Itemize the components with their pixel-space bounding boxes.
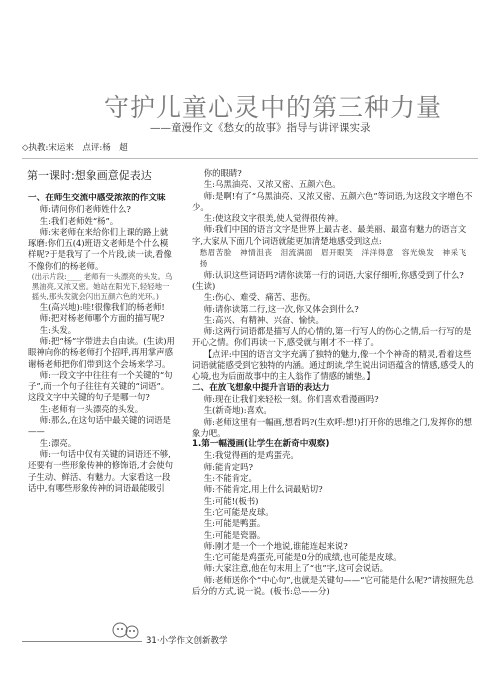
- paragraph: 师:是啊!有了“乌黑油亮、又浓又密、五颜六色”等词语,为这段文字增色不少。: [192, 190, 473, 212]
- paragraph: 生:它可能是皮球。: [203, 506, 274, 517]
- paragraph: 师:一句话中仅有关键的词语还不够,还要有一些形象传神的修饰语,才会使句子生动、鲜活、有魅力。大家看这一段话中,有哪些形象传神的词语最能吸引: [28, 448, 174, 493]
- paragraph: 师:请问你们老师姓什么?: [39, 204, 131, 215]
- paragraph: 你的眼睛?: [203, 168, 242, 178]
- paragraph: 生:可能!(板书): [203, 495, 259, 506]
- paragraph: 师:我们中国的语言文字是世界上最古老、最美丽、最富有魅力的语言文字,大家从下面几个词语就能更加清楚地感受到这点:: [192, 224, 467, 246]
- paragraph: 生:它可能是鸡蛋壳,可能是0分的成绩,也可能是皮球。: [203, 552, 402, 563]
- paragraph: 生:我们老师姓“杨”。: [39, 215, 119, 226]
- paragraph: 生:高兴、有精神、兴奋、愉快。: [203, 314, 324, 325]
- paragraph: 生:我觉得画的是鸡蛋壳。: [203, 450, 299, 461]
- page-footer: 31·小学作文创新教学: [146, 636, 228, 646]
- paragraph: 师:刚才是一个一个地说,谁能连起来说?: [203, 540, 348, 551]
- section-heading: 1.第一幅漫画(让学生在新奇中观察): [192, 439, 330, 450]
- top-divider: [22, 158, 478, 159]
- paragraph: 师:把对杨老师哪个方面的描写呢?: [39, 313, 165, 324]
- paragraph: 生:头发。: [39, 324, 77, 335]
- paragraph: 师:那么,在这句话中最关键的词语是——: [28, 415, 171, 437]
- paragraph: 生:使这段文字很美,使人觉得很传神。: [203, 213, 344, 224]
- section-heading: 二、在放飞想象中提升言语的表达力: [192, 382, 330, 393]
- paragraph: 生:漂亮。: [39, 437, 77, 448]
- paragraph: 师:老师这里有一幅画,想看吗?(生欢呼:想!)打开你的思维之门,发挥你的想象力吧。: [192, 416, 472, 438]
- left-column: [28, 193, 176, 633]
- section-heading: 一、在师生交流中感受浓浓的作文味: [28, 193, 166, 203]
- paragraph: 师:请你读第二行,这一次,你又体会到什么?: [203, 303, 359, 314]
- paragraph: 愁眉苦脸 神情沮丧 泪流满面 眉开眼笑 洋洋得意 容光焕发 神采飞扬: [199, 248, 467, 269]
- paragraph: 生:伤心、难受、痛苦、悲伤。: [203, 292, 316, 303]
- paragraph: 师:认识这些词语吗?请你读第一行的词语,大家仔细听,你感受到了什么?(生读): [192, 269, 464, 291]
- byline: ◇执教:宋运来 点评:杨 超: [22, 143, 128, 153]
- paragraph: 【点评:中国的语言文字充满了独特的魅力,像一个个神奇的精灵,看着这些词语就能感受到它独特的内涵。通过朗读,学生说出词语蕴含的情感,感受人的心境,也为后面故事中的主人翁作了情感的铺垫。】: [192, 348, 474, 382]
- paragraph: 师:现在让我们来轻松一刻。你们喜欢看漫画吗?: [203, 393, 379, 404]
- footer-rule: [22, 641, 142, 642]
- paragraph: 生:不能肯定。: [203, 473, 257, 484]
- paragraph: 生(新奇地):喜欢。: [203, 405, 272, 416]
- paragraph: 生:乌黑油亮、又浓又密、五颜六色。: [203, 179, 341, 190]
- paragraph: 生(高兴地):哇!很像我们的杨老师!: [39, 302, 165, 313]
- paragraph: 师:宋老师在来给你们上课的路上就琢磨:你们五(4)班语文老师是个什么模样呢?于是我写了一个片段,读一读,看像不像你们的杨老师。: [28, 226, 172, 271]
- article-title: 守护儿童心灵中的第三种力量: [104, 93, 443, 122]
- paragraph: 师:大家注意,他在句末用上了“也”字,这可会说话。: [203, 563, 388, 574]
- article-subtitle: ——童漫作文《愁女的故事》指导与讲评课实录: [150, 122, 371, 134]
- paragraph: 师:把“杨”字带进去自由读。(生读)用眼神向你的杨老师打个招呼,再用掌声感谢杨老师把你们带到这个会场来学习。: [28, 335, 175, 369]
- paragraph: (出示片段:____ 老师有一头漂亮的头发。乌黑油亮,又浓又密。她站在阳光下,轻轻地一摇头,那头发就会闪出五颜六色的光环。): [31, 272, 173, 302]
- paragraph: 生:可能是鸭蛋。: [203, 518, 266, 529]
- paragraph: 师:这两行词语都是描写人的心情的,第一行写人的伤心之情,后一行写的是开心之情。你们再读一下,感受就与刚才不一样了。: [192, 326, 472, 348]
- paragraph: 师:不能肯定,用上什么词最贴切?: [203, 484, 323, 495]
- paragraph: 生:老师有一头漂亮的头发。: [39, 403, 144, 414]
- right-column: [192, 168, 474, 653]
- section-title: 第一课时:想象画意促表达: [27, 169, 152, 182]
- paragraph: 师:老师送你个“中心句”,也就是关键句——“它可能是什么呢?”请按照先总后分的方式,说一说。(板书:总——分): [192, 574, 474, 596]
- paragraph: 师:能肯定吗?: [203, 461, 253, 472]
- paragraph: 师:一段文字中往往有一个关键的“句子”,而一个句子往往有关键的“词语”。这段文字中关键的句子是哪一句?: [28, 369, 173, 403]
- paragraph: 生:可能是瓷器。: [203, 529, 266, 540]
